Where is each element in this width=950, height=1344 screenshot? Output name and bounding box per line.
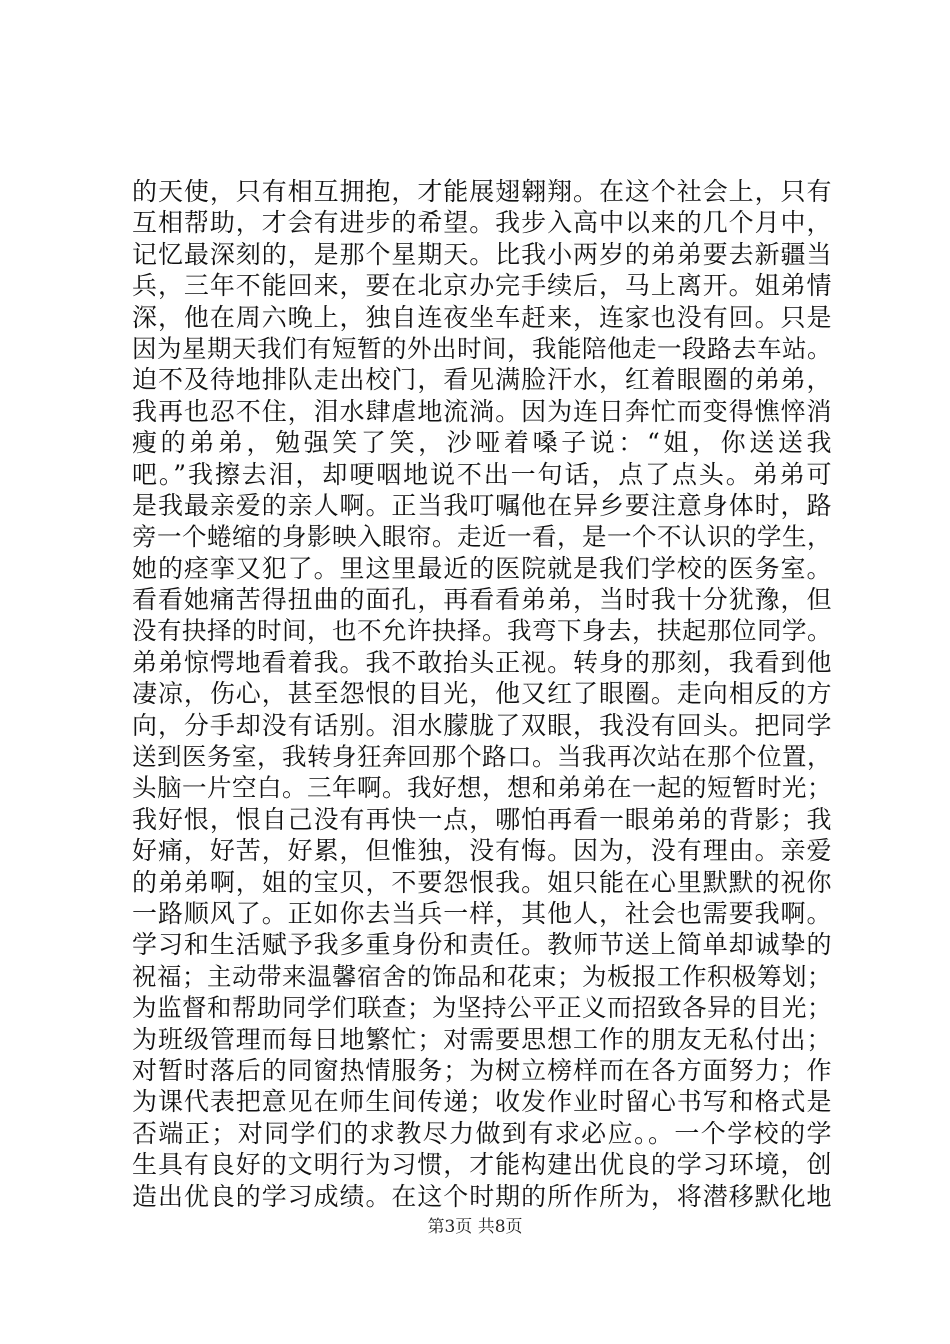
text-line: 吧。”我擦去泪，却哽咽地说不出一句话，点了点头。弟弟可 — [132, 459, 832, 489]
text-line: 一路顺风了。正如你去当兵一样，其他人，社会也需要我啊。 — [132, 898, 832, 928]
text-line: 兵，三年不能回来，要在北京办完手续后，马上离开。姐弟情 — [132, 271, 832, 301]
text-line: 的天使，只有相互拥抱，才能展翅翱翔。在这个社会上，只有 — [132, 177, 832, 206]
text-line: 头脑一片空白。三年啊。我好想，想和弟弟在一起的短暂时光； — [132, 773, 832, 803]
text-line: 记忆最深刻的，是那个星期天。比我小两岁的弟弟要去新疆当 — [132, 239, 832, 269]
text-line: 我好恨，恨自己没有再快一点，哪怕再看一眼弟弟的背影；我 — [132, 804, 832, 834]
text-line: 的弟弟啊，姐的宝贝，不要怨恨我。姐只能在心里默默的祝你 — [132, 867, 832, 897]
text-line: 看看她痛苦得扭曲的面孔，再看看弟弟，当时我十分犹豫，但 — [132, 585, 832, 615]
text-line: 深，他在周六晚上，独自连夜坐车赶来，连家也没有回。只是 — [132, 302, 832, 332]
text-line: 为监督和帮助同学们联查；为坚持公平正义而招致各异的目光； — [132, 993, 832, 1023]
text-line: 因为星期天我们有短暂的外出时间，我能陪他走一段路去车站。 — [132, 333, 832, 363]
text-line: 为班级管理而每日地繁忙；对需要思想工作的朋友无私付出； — [132, 1024, 832, 1054]
document-body — [132, 176, 832, 1212]
text-line: 为课代表把意见在师生间传递；收发作业时留心书写和格式是 — [132, 1087, 832, 1117]
text-line: 互相帮助，才会有进步的希望。我步入高中以来的几个月中， — [132, 208, 832, 238]
text-line: 没有抉择的时间，也不允许抉择。我弯下身去，扶起那位同学。 — [132, 616, 832, 646]
text-line: 瘦的弟弟，勉强笑了笑，沙哑着嗓子说：“姐，你送送我 — [132, 428, 832, 458]
text-line: 是我最亲爱的亲人啊。正当我叮嘱他在异乡要注意身体时，路 — [132, 490, 832, 520]
text-line: 好痛，好苦，好累，但惟独，没有悔。因为，没有理由。亲爱 — [132, 836, 832, 866]
text-line: 生具有良好的文明行为习惯，才能构建出优良的学习环境，创 — [132, 1150, 832, 1180]
text-line: 否端正；对同学们的求教尽力做到有求必应。。一个学校的学 — [132, 1118, 832, 1148]
page-number-footer: 第3页 共8页 — [427, 1217, 523, 1237]
text-line: 造出优良的学习成绩。在这个时期的所作所为，将潜移默化地 — [132, 1181, 832, 1211]
text-line: 弟弟惊愕地看着我。我不敢抬头正视。转身的那刻，我看到他 — [132, 647, 832, 677]
text-line: 祝福；主动带来温馨宿舍的饰品和花束；为板报工作积极筹划； — [132, 961, 832, 991]
text-line: 学习和生活赋予我多重身份和责任。教师节送上简单却诚挚的 — [132, 930, 832, 960]
text-line: 旁一个蜷缩的身影映入眼帘。走近一看，是一个不认识的学生， — [132, 522, 832, 552]
text-line: 送到医务室，我转身狂奔回那个路口。当我再次站在那个位置， — [132, 742, 832, 772]
text-line: 她的痉挛又犯了。里这里最近的医院就是我们学校的医务室。 — [132, 553, 832, 583]
text-line: 我再也忍不住，泪水肆虐地流淌。因为连日奔忙而变得憔悴消 — [132, 396, 832, 426]
text-line: 向，分手却没有话别。泪水朦胧了双眼，我没有回头。把同学 — [132, 710, 832, 740]
text-line: 凄凉，伤心，甚至怨恨的目光，他又红了眼圈。走向相反的方 — [132, 679, 832, 709]
text-line: 迫不及待地排队走出校门，看见满脸汗水，红着眼圈的弟弟， — [132, 365, 832, 395]
text-line: 对暂时落后的同窗热情服务；为树立榜样而在各方面努力；作 — [132, 1055, 832, 1085]
